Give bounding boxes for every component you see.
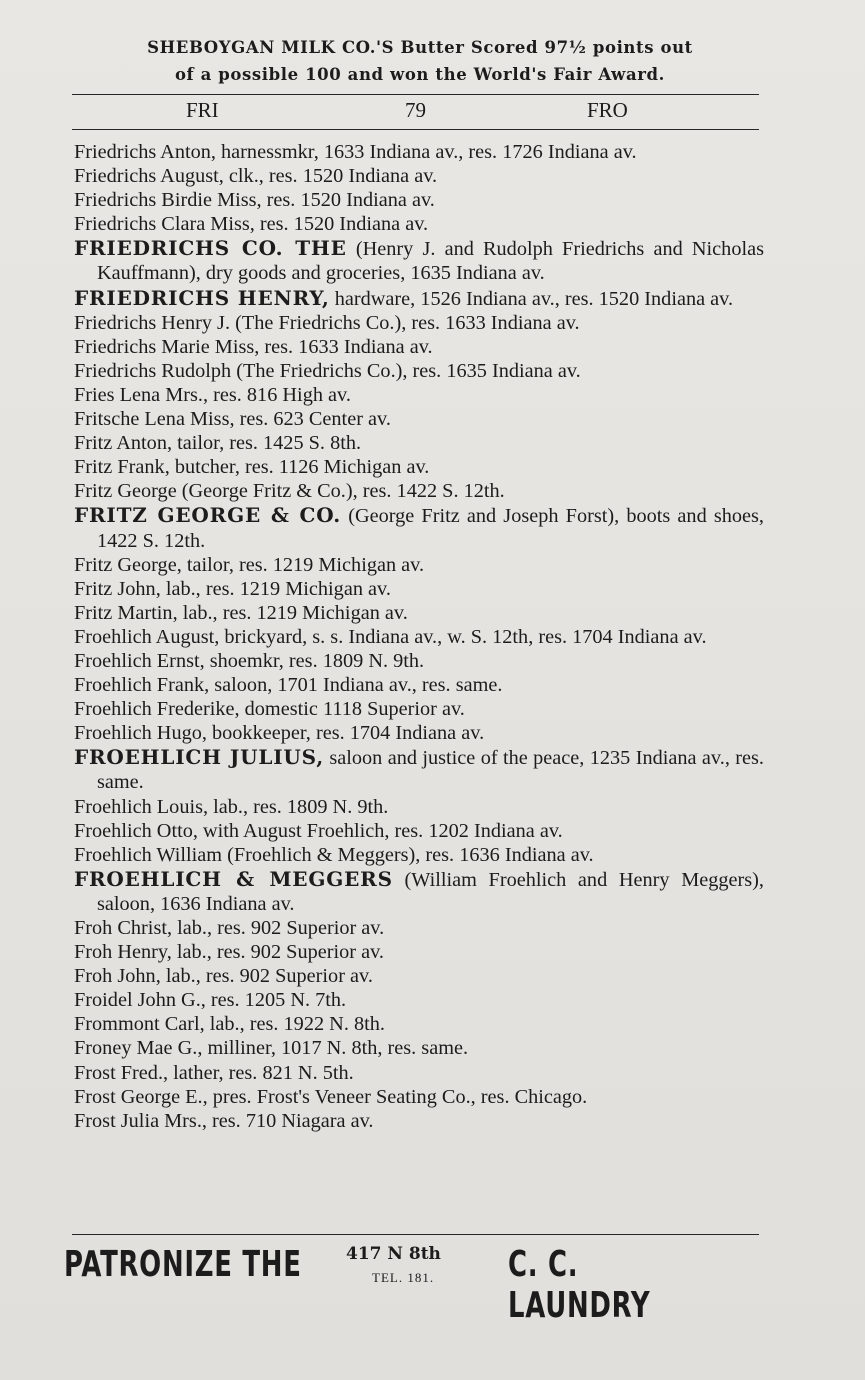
directory-entry: [74, 383, 764, 407]
entry-text: Froidel John G., res. 1205 N. 7th.: [74, 989, 347, 1012]
directory-entry: [74, 140, 764, 164]
entry-text: Frost Julia Mrs., res. 710 Niagara av.: [74, 1109, 374, 1132]
header-ad-line-1: SHEBOYGAN MILK CO.'S Butter Scored 97½ points out: [147, 38, 693, 57]
entry-bold-name: FROEHLICH & MEGGERS: [74, 866, 393, 891]
directory-entry: [74, 188, 764, 212]
directory-entry: [74, 503, 764, 552]
directory-entry: [74, 625, 764, 649]
directory-entry: [74, 236, 764, 285]
page-number: 79: [405, 98, 426, 122]
directory-entry: [74, 286, 764, 311]
footer-ad-right: C. C. LAUNDRY: [508, 1244, 651, 1326]
directory-entry: [74, 359, 764, 383]
entry-text: (George Fritz and Joseph Forst), boots and shoes, 1422 S. 12th.: [97, 505, 765, 552]
directory-entry: [74, 431, 764, 455]
entry-text: Frost Fred., lather, res. 821 N. 5th.: [74, 1061, 354, 1084]
entry-text: Froehlich Ernst, shoemkr, res. 1809 N. 9th.: [74, 649, 425, 672]
footer-advertisement: [64, 1238, 764, 1326]
head-rule: [72, 129, 759, 130]
entry-text: Friedrichs Marie Miss, res. 1633 Indiana av.: [74, 335, 433, 358]
entry-text: Fritz Frank, butcher, res. 1126 Michigan av.: [74, 456, 430, 479]
entry-text: Froh John, lab., res. 902 Superior av.: [74, 965, 373, 988]
directory-entry: [74, 164, 764, 188]
directory-entry: [74, 819, 764, 843]
entry-text: Fritz George (George Fritz & Co.), res. 1422 S. 12th.: [74, 480, 505, 503]
entry-bold-name: FRITZ GEORGE & CO.: [74, 503, 342, 528]
directory-entry: [74, 867, 764, 916]
entry-text: Froney Mae G., milliner, 1017 N. 8th, res. same.: [74, 1037, 469, 1060]
entry-text: Froehlich Frederike, domestic 1118 Superior av.: [74, 698, 465, 721]
entry-text: Fritz George, tailor, res. 1219 Michigan av.: [74, 553, 425, 576]
entry-text: Fritz John, lab., res. 1219 Michigan av.: [74, 577, 391, 600]
directory-entry: [74, 721, 764, 745]
entry-text: Froehlich Hugo, bookkeeper, res. 1704 Indiana av.: [74, 722, 485, 745]
directory-entry: [74, 673, 764, 697]
directory-entry: [74, 964, 764, 988]
directory-entry: [74, 1036, 764, 1060]
directory-entry: [74, 479, 764, 503]
entry-bold-name: FRIEDRICHS HENRY,: [74, 285, 330, 310]
entry-text: Froehlich Otto, with August Froehlich, res. 1202 Indiana av.: [74, 819, 563, 842]
entry-bold-name: FROEHLICH JULIUS,: [74, 745, 324, 770]
entry-text: Froehlich August, brickyard, s. s. Indiana av., w. S. 12th, res. 1704 Indiana av.: [74, 625, 707, 648]
entry-text: Froehlich Frank, saloon, 1701 Indiana av., res. same.: [74, 674, 503, 697]
footer-ad-left: PATRONIZE THE: [64, 1244, 302, 1285]
directory-entry: [74, 407, 764, 431]
directory-entry: [74, 1061, 764, 1085]
directory-entry: [74, 1012, 764, 1036]
footer-rule: [72, 1234, 759, 1235]
entry-text: Frost George E., pres. Frost's Veneer Seating Co., res. Chicago.: [74, 1085, 588, 1108]
directory-entries: [74, 140, 764, 1133]
entry-text: Fritsche Lena Miss, res. 623 Center av.: [74, 408, 391, 431]
entry-text: Friedrichs August, clk., res. 1520 Indiana av.: [74, 165, 438, 188]
entry-text: Froh Henry, lab., res. 902 Superior av.: [74, 941, 384, 964]
entry-text: (William Froehlich and Henry Meggers), saloon, 1636 Indiana av.: [97, 868, 764, 915]
directory-entry: [74, 697, 764, 721]
directory-entry: [74, 988, 764, 1012]
footer-ad-address: 417 N 8th: [346, 1244, 441, 1264]
entry-text: saloon and justice of the peace, 1235 Indiana av., res. same.: [97, 747, 764, 794]
directory-entry: [74, 601, 764, 625]
directory-entry: [74, 212, 764, 236]
directory-entry: [74, 916, 764, 940]
directory-entry: [74, 795, 764, 819]
directory-entry: [74, 311, 764, 335]
entry-text: Froehlich William (Froehlich & Meggers), res. 1636 Indiana av.: [74, 843, 594, 866]
entry-text: Froh Christ, lab., res. 902 Superior av.: [74, 917, 385, 939]
directory-entry: [74, 1085, 764, 1109]
entry-text: (Henry J. and Rudolph Friedrichs and Nicholas Kauffmann), dry goods and groceries, 1635 Indiana av.: [97, 238, 764, 285]
directory-entry: [74, 577, 764, 601]
entry-text: Froehlich Louis, lab., res. 1809 N. 9th.: [74, 795, 389, 818]
entry-text: Friedrichs Rudolph (The Friedrichs Co.), res. 1635 Indiana av.: [74, 359, 581, 382]
footer-ad-telephone: TEL. 181.: [372, 1270, 435, 1285]
directory-entry: [74, 843, 764, 867]
running-head-left: FRI: [186, 98, 219, 122]
directory-entry: [74, 649, 764, 673]
entry-text: Fritz Martin, lab., res. 1219 Michigan av.: [74, 601, 408, 624]
directory-entry: [74, 553, 764, 577]
entry-text: Friedrichs Henry J. (The Friedrichs Co.), res. 1633 Indiana av.: [74, 311, 580, 334]
entry-text: Friedrichs Birdie Miss, res. 1520 Indiana av.: [74, 189, 435, 212]
running-head-right: FRO: [587, 98, 628, 122]
directory-entry: [74, 1109, 764, 1133]
entry-text: Frommont Carl, lab., res. 1922 N. 8th.: [74, 1013, 385, 1036]
entry-text: Fritz Anton, tailor, res. 1425 S. 8th.: [74, 432, 362, 455]
running-head: [72, 98, 759, 124]
entry-bold-name: FRIEDRICHS CO. THE: [74, 236, 347, 261]
entry-text: hardware, 1526 Indiana av., res. 1520 Indiana av.: [329, 287, 734, 310]
header-advertisement: [70, 34, 770, 88]
directory-entry: [74, 940, 764, 964]
entry-text: Friedrichs Clara Miss, res. 1520 Indiana av.: [74, 213, 429, 236]
header-ad-line-2: of a possible 100 and won the World's Fair Award.: [174, 65, 666, 84]
directory-entry: [74, 745, 764, 794]
directory-entry: [74, 335, 764, 359]
entry-text: Friedrichs Anton, harnessmkr, 1633 Indiana av., res. 1726 Indiana av.: [74, 141, 637, 163]
directory-entry: [74, 455, 764, 479]
entry-text: Fries Lena Mrs., res. 816 High av.: [74, 383, 351, 406]
top-rule: [72, 94, 759, 95]
